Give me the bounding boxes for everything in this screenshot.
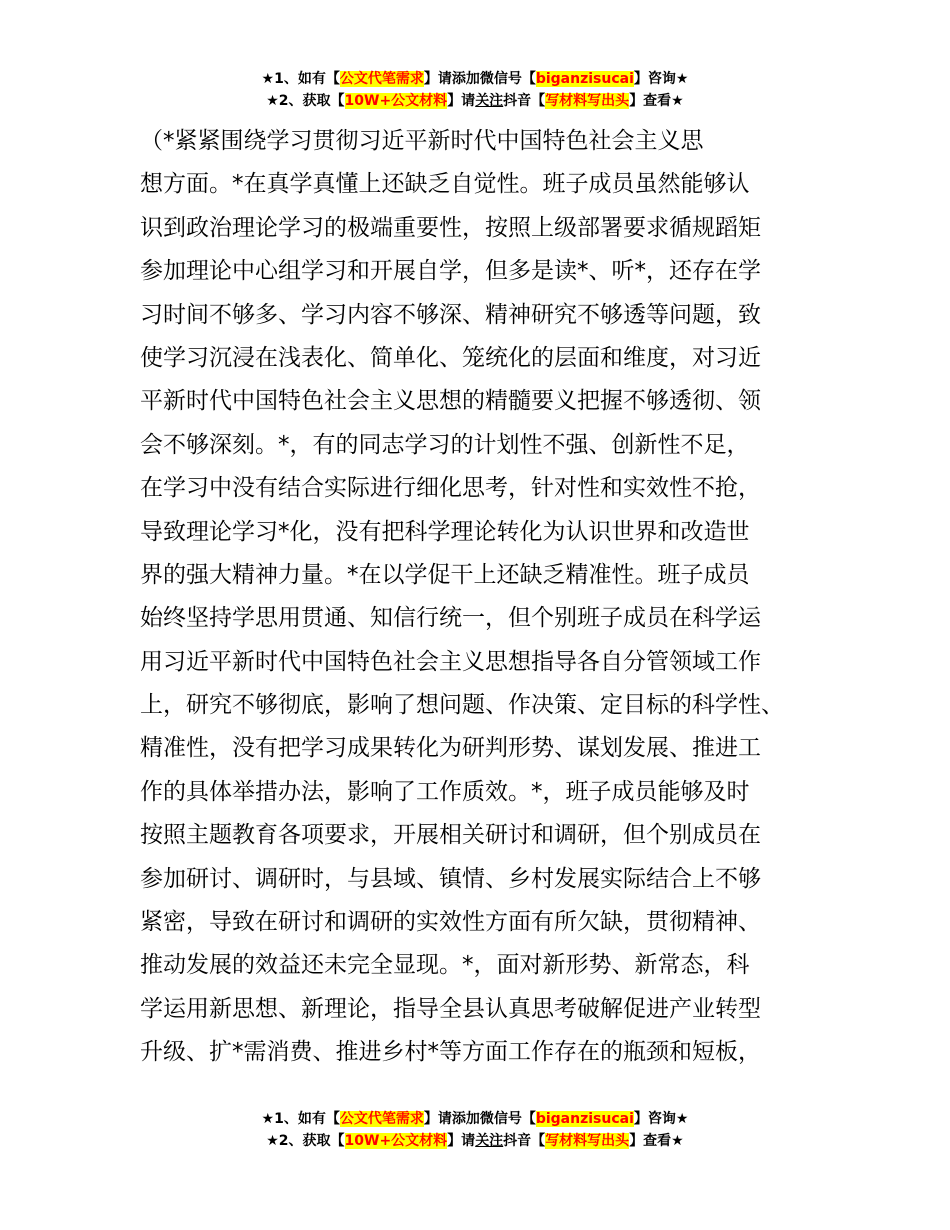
body-line: 用习近平新时代中国特色社会主义思想指导各自分管领域工作 (140, 648, 761, 675)
body-line: 始终坚持学思用贯通、知信行统一，但个别班子成员在科学运 (140, 605, 761, 632)
body-line: 识到政治理论学习的极端重要性，按照上级部署要求循规蹈矩 (140, 214, 761, 241)
body-line: 使学习沉浸在浅表化、简单化、笼统化的层面和维度，对习近 (140, 344, 761, 371)
banner-line-2 (0, 90, 950, 112)
body-line: 参加理论中心组学习和开展自学，但多是读*、听*，还存在学 (140, 258, 761, 285)
body-line: 紧密，导致在研讨和调研的实效性方面有所欠缺，贯彻精神、 (140, 909, 761, 936)
banner-text: 】咨询★ (633, 1111, 689, 1127)
body-line: 按照主题教育各项要求，开展相关研讨和调研，但个别成员在 (140, 822, 761, 849)
banner-text: ★1、如有【 (261, 71, 340, 87)
banner-text: 】查看★ (629, 1133, 684, 1149)
body-line: 导致理论学习*化，没有把科学理论转化为认识世界和改造世 (140, 518, 750, 545)
banner-line-1 (0, 68, 950, 90)
banner-text: 】请添加微信号【 (423, 71, 536, 87)
banner-highlight: 公文代笔需求 (339, 71, 424, 87)
document-body (140, 120, 830, 1075)
banner-text: 】请 (447, 93, 476, 109)
body-line: 界的强大精神力量。*在以学促干上还缺乏精准性。班子成员 (140, 561, 750, 588)
banner-underline: 关注 (475, 1133, 504, 1149)
body-line: 参加研讨、调研时，与县域、镇情、乡村发展实际结合上不够 (140, 865, 761, 892)
banner-text: 】请 (447, 1133, 476, 1149)
banner-highlight: 写材料写出头 (545, 1133, 630, 1149)
body-line: 平新时代中国特色社会主义思想的精髓要义把握不够透彻、领 (140, 388, 761, 415)
body-line: 升级、扩*需消费、推进乡村*等方面工作存在的瓶颈和短板， (140, 1039, 761, 1066)
banner-highlight: 10W+公文材料 (344, 93, 448, 109)
banner-line-2 (0, 1130, 950, 1152)
banner-text: 】咨询★ (633, 71, 689, 87)
banner-text: 抖音【 (503, 1133, 546, 1149)
banner-text: ★2、获取【 (266, 1133, 345, 1149)
body-line: 想方面。*在真学真懂上还缺乏自觉性。班子成员虽然能够认 (140, 171, 750, 198)
body-line: 上，研究不够彻底，影响了想问题、作决策、定目标的科学性、 (140, 692, 784, 719)
header-banner (0, 68, 950, 112)
banner-line-1 (0, 1108, 950, 1130)
banner-text: 抖音【 (503, 93, 546, 109)
banner-highlight: 公文代笔需求 (339, 1111, 424, 1127)
banner-highlight: 写材料写出头 (545, 93, 630, 109)
footer-banner (0, 1108, 950, 1152)
body-line: 推动发展的效益还未完全显现。*，面对新形势、新常态，科 (140, 952, 750, 979)
body-line: 精准性，没有把学习成果转化为研判形势、谋划发展、推进工 (140, 735, 761, 762)
banner-underline: 关注 (475, 93, 504, 109)
wechat-id-highlight: biganzisucai (535, 1111, 634, 1127)
banner-text: 】请添加微信号【 (423, 1111, 536, 1127)
banner-text: ★1、如有【 (261, 1111, 340, 1127)
banner-text: 】查看★ (629, 93, 684, 109)
body-line: 习时间不够多、学习内容不够深、精神研究不够透等问题，致 (140, 301, 761, 328)
body-line: 学运用新思想、新理论，指导全县认真思考破解促进产业转型 (140, 995, 761, 1022)
body-line: 会不够深刻。*，有的同志学习的计划性不强、创新性不足， (140, 431, 750, 458)
body-line: （*紧紧围绕学习贯彻习近平新时代中国特色社会主义思 (140, 128, 704, 154)
wechat-id-highlight: biganzisucai (535, 71, 634, 87)
banner-text: ★2、获取【 (266, 93, 345, 109)
banner-highlight: 10W+公文材料 (344, 1133, 448, 1149)
body-line: 在学习中没有结合实际进行细化思考，针对性和实效性不抢， (140, 475, 761, 502)
body-line: 作的具体举措办法，影响了工作质效。*，班子成员能够及时 (140, 778, 750, 805)
